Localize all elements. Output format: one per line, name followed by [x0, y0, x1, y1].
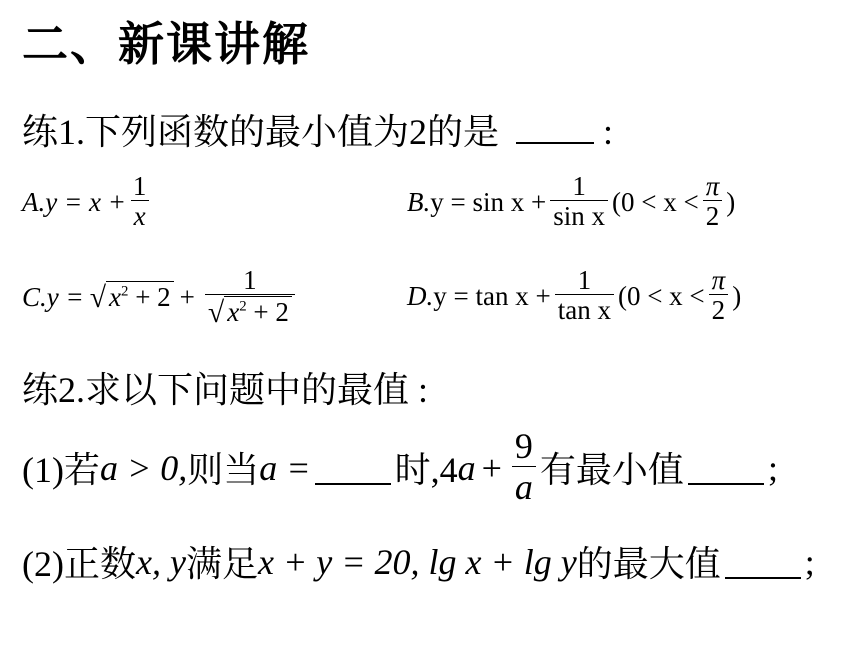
section-title: 二、新课讲解: [22, 17, 310, 71]
option-b-lhs: y = sin x +: [430, 186, 547, 217]
exercise-1-colon: :: [603, 112, 614, 152]
option-b-condition-fraction: [703, 172, 723, 232]
option-c: [22, 266, 299, 328]
question-2-vars: x, y: [135, 541, 186, 582]
question-1-end: ;: [767, 447, 778, 488]
option-c-lhs: y =: [46, 281, 84, 312]
fraction-denominator: a: [512, 466, 536, 508]
option-b-condition-close: ): [726, 186, 736, 217]
question-1: [22, 428, 778, 507]
question-1-var: a =: [259, 447, 311, 488]
option-d-lhs: y = tan x +: [433, 280, 551, 311]
sqrt-icon: √: [89, 281, 107, 314]
option-c-label: C.: [22, 281, 47, 312]
question-2-mid: 满足: [185, 544, 258, 584]
exercise-1-prompt: [22, 104, 613, 155]
fraction-numerator: 1: [243, 265, 257, 295]
option-d-label: D.: [407, 280, 434, 311]
fraction-denominator: 2: [703, 200, 723, 232]
option-d-condition-fraction: [709, 266, 729, 326]
question-2: [22, 536, 815, 587]
fraction-numerator: π: [711, 265, 726, 295]
question-1-fraction: [512, 428, 536, 507]
question-1-a: a: [457, 447, 476, 488]
question-1-plus: +: [481, 447, 502, 488]
question-2-end: ;: [804, 541, 815, 582]
option-c-radical: [90, 281, 174, 313]
option-c-fraction: [205, 266, 295, 328]
question-1-t2: 有最小值: [539, 450, 684, 491]
exercise-2-prompt: 练2.求以下问题中的最值 :: [22, 370, 429, 410]
option-b-label: B.: [407, 186, 431, 217]
exercise-1-text: 练1.下列函数的最小值为2的是: [22, 112, 500, 152]
option-a-label: A.: [22, 186, 46, 217]
question-1-prefix: (1)若: [22, 450, 100, 491]
fraction-numerator: π: [705, 171, 720, 201]
option-a: [22, 172, 153, 232]
fraction-denominator: [205, 294, 295, 328]
option-d: [407, 266, 741, 326]
answer-blank-4[interactable]: [725, 544, 801, 578]
fraction-denominator: sin x: [550, 200, 608, 232]
answer-blank-1[interactable]: [516, 110, 594, 144]
option-d-condition: (0 < x <: [617, 280, 705, 311]
answer-blank-3[interactable]: [688, 451, 764, 485]
fraction-numerator: 1: [132, 171, 147, 201]
option-b: [407, 172, 735, 232]
fraction-numerator: 9: [514, 426, 533, 466]
question-1-t1: 时,4: [394, 450, 458, 491]
question-1-condition: a > 0,: [99, 447, 188, 488]
fraction-denominator: 2: [709, 294, 729, 326]
denominator-radical: √ $x^2 + 2$: [208, 296, 292, 328]
option-a-lhs: y = x +: [45, 186, 126, 217]
fraction-numerator: 1: [577, 265, 592, 295]
question-2-prefix: (2)正数: [22, 544, 136, 584]
question-2-t2: 的最大值: [576, 544, 721, 584]
option-d-fraction: [555, 266, 614, 326]
option-d-condition-close: ): [732, 280, 742, 311]
option-a-fraction: [130, 172, 150, 232]
fraction-denominator: x: [131, 200, 149, 232]
radical-body: $x^2 + 2$: [106, 281, 174, 313]
question-2-equation: x + y = 20, lg x + lg y: [257, 541, 577, 582]
option-b-condition: (0 < x <: [611, 186, 699, 217]
sqrt-icon: √: [207, 296, 225, 329]
question-1-mid: 则当: [187, 450, 260, 491]
fraction-numerator: 1: [572, 171, 586, 201]
option-c-plus: +: [179, 281, 195, 312]
answer-blank-2[interactable]: [315, 451, 391, 485]
option-b-fraction: [550, 172, 608, 232]
fraction-denominator: tan x: [555, 294, 614, 326]
